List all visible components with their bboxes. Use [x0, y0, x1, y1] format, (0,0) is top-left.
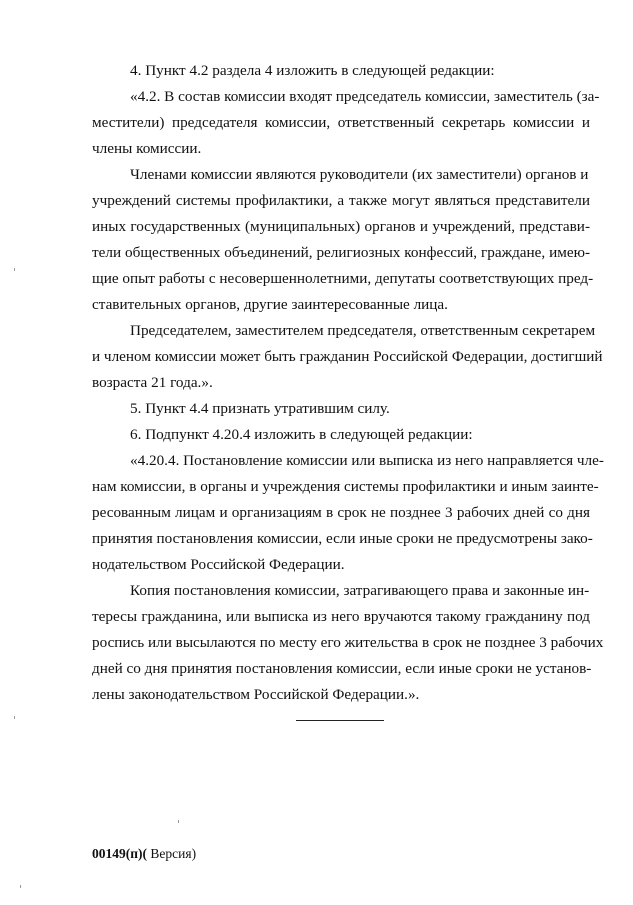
paragraph-line: 5. Пункт 4.4 признать утратившим силу.	[130, 400, 390, 417]
paragraph-line: и членом комиссии может быть гражданин Российской Федерации, достигший	[92, 348, 603, 365]
footer-code: 00149(п)(	[92, 846, 148, 861]
paragraph-line: возраста 21 года.».	[92, 374, 213, 391]
paragraph-line: ресованным лицам и организациям в срок не позднее 3 рабочих дней со дня	[92, 504, 590, 521]
footer-version-label	[92, 846, 196, 862]
paragraph-line: дней со дня принятия постановления комиссии, если иные сроки не установ-	[92, 660, 592, 677]
paragraph-line: роспись или высылаются по месту его жительства в срок не позднее 3 рабочих	[92, 634, 604, 651]
footer-version: Версия)	[147, 846, 197, 861]
paragraph-line: учреждений системы профилактики, а также могут являться представители	[92, 192, 590, 209]
paragraph-line: принятия постановления комиссии, если иные сроки не предусмотрены зако-	[92, 530, 593, 547]
end-separator-line	[296, 720, 384, 721]
paragraph-line: 4. Пункт 4.2 раздела 4 изложить в следующей редакции:	[130, 62, 495, 79]
paragraph-line: ставительных органов, другие заинтересованные лица.	[92, 296, 448, 313]
scan-speck	[14, 268, 15, 271]
paragraph-line: лены законодательством Российской Федерации.».	[92, 686, 420, 703]
paragraph-line: Председателем, заместителем председателя, ответственным секретарем	[130, 322, 596, 339]
paragraph-line: щие опыт работы с несовершеннолетними, депутаты соответствующих пред-	[92, 270, 594, 287]
document-body	[92, 58, 604, 708]
scan-speck	[14, 716, 15, 719]
paragraph-line: иных государственных (муниципальных) органов и учреждений, представи-	[92, 218, 590, 235]
paragraph-line: 6. Подпункт 4.20.4 изложить в следующей редакции:	[130, 426, 473, 443]
scan-speck	[20, 885, 21, 888]
paragraph-line: нам комиссии, в органы и учреждения системы профилактики и иным заинте-	[92, 478, 599, 495]
paragraph-line: Членами комиссии являются руководители (их заместители) органов и	[130, 166, 589, 183]
paragraph-line: местители) председателя комиссии, ответственный секретарь комиссии и	[92, 114, 590, 131]
paragraph-line: нодательством Российской Федерации.	[92, 556, 345, 573]
paragraph-line: члены комиссии.	[92, 140, 202, 157]
paragraph-line: тели общественных объединений, религиозных конфессий, граждане, имею-	[92, 244, 590, 261]
paragraph-line: тересы гражданина, или выписка из него вручаются такому гражданину под	[92, 608, 590, 625]
scan-speck	[178, 820, 179, 823]
paragraph-line: «4.2. В состав комиссии входят председатель комиссии, заместитель (за-	[130, 88, 600, 105]
paragraph-line: «4.20.4. Постановление комиссии или выписка из него направляется чле-	[130, 452, 604, 469]
paragraph-line: Копия постановления комиссии, затрагивающего права и законные ин-	[130, 582, 590, 599]
